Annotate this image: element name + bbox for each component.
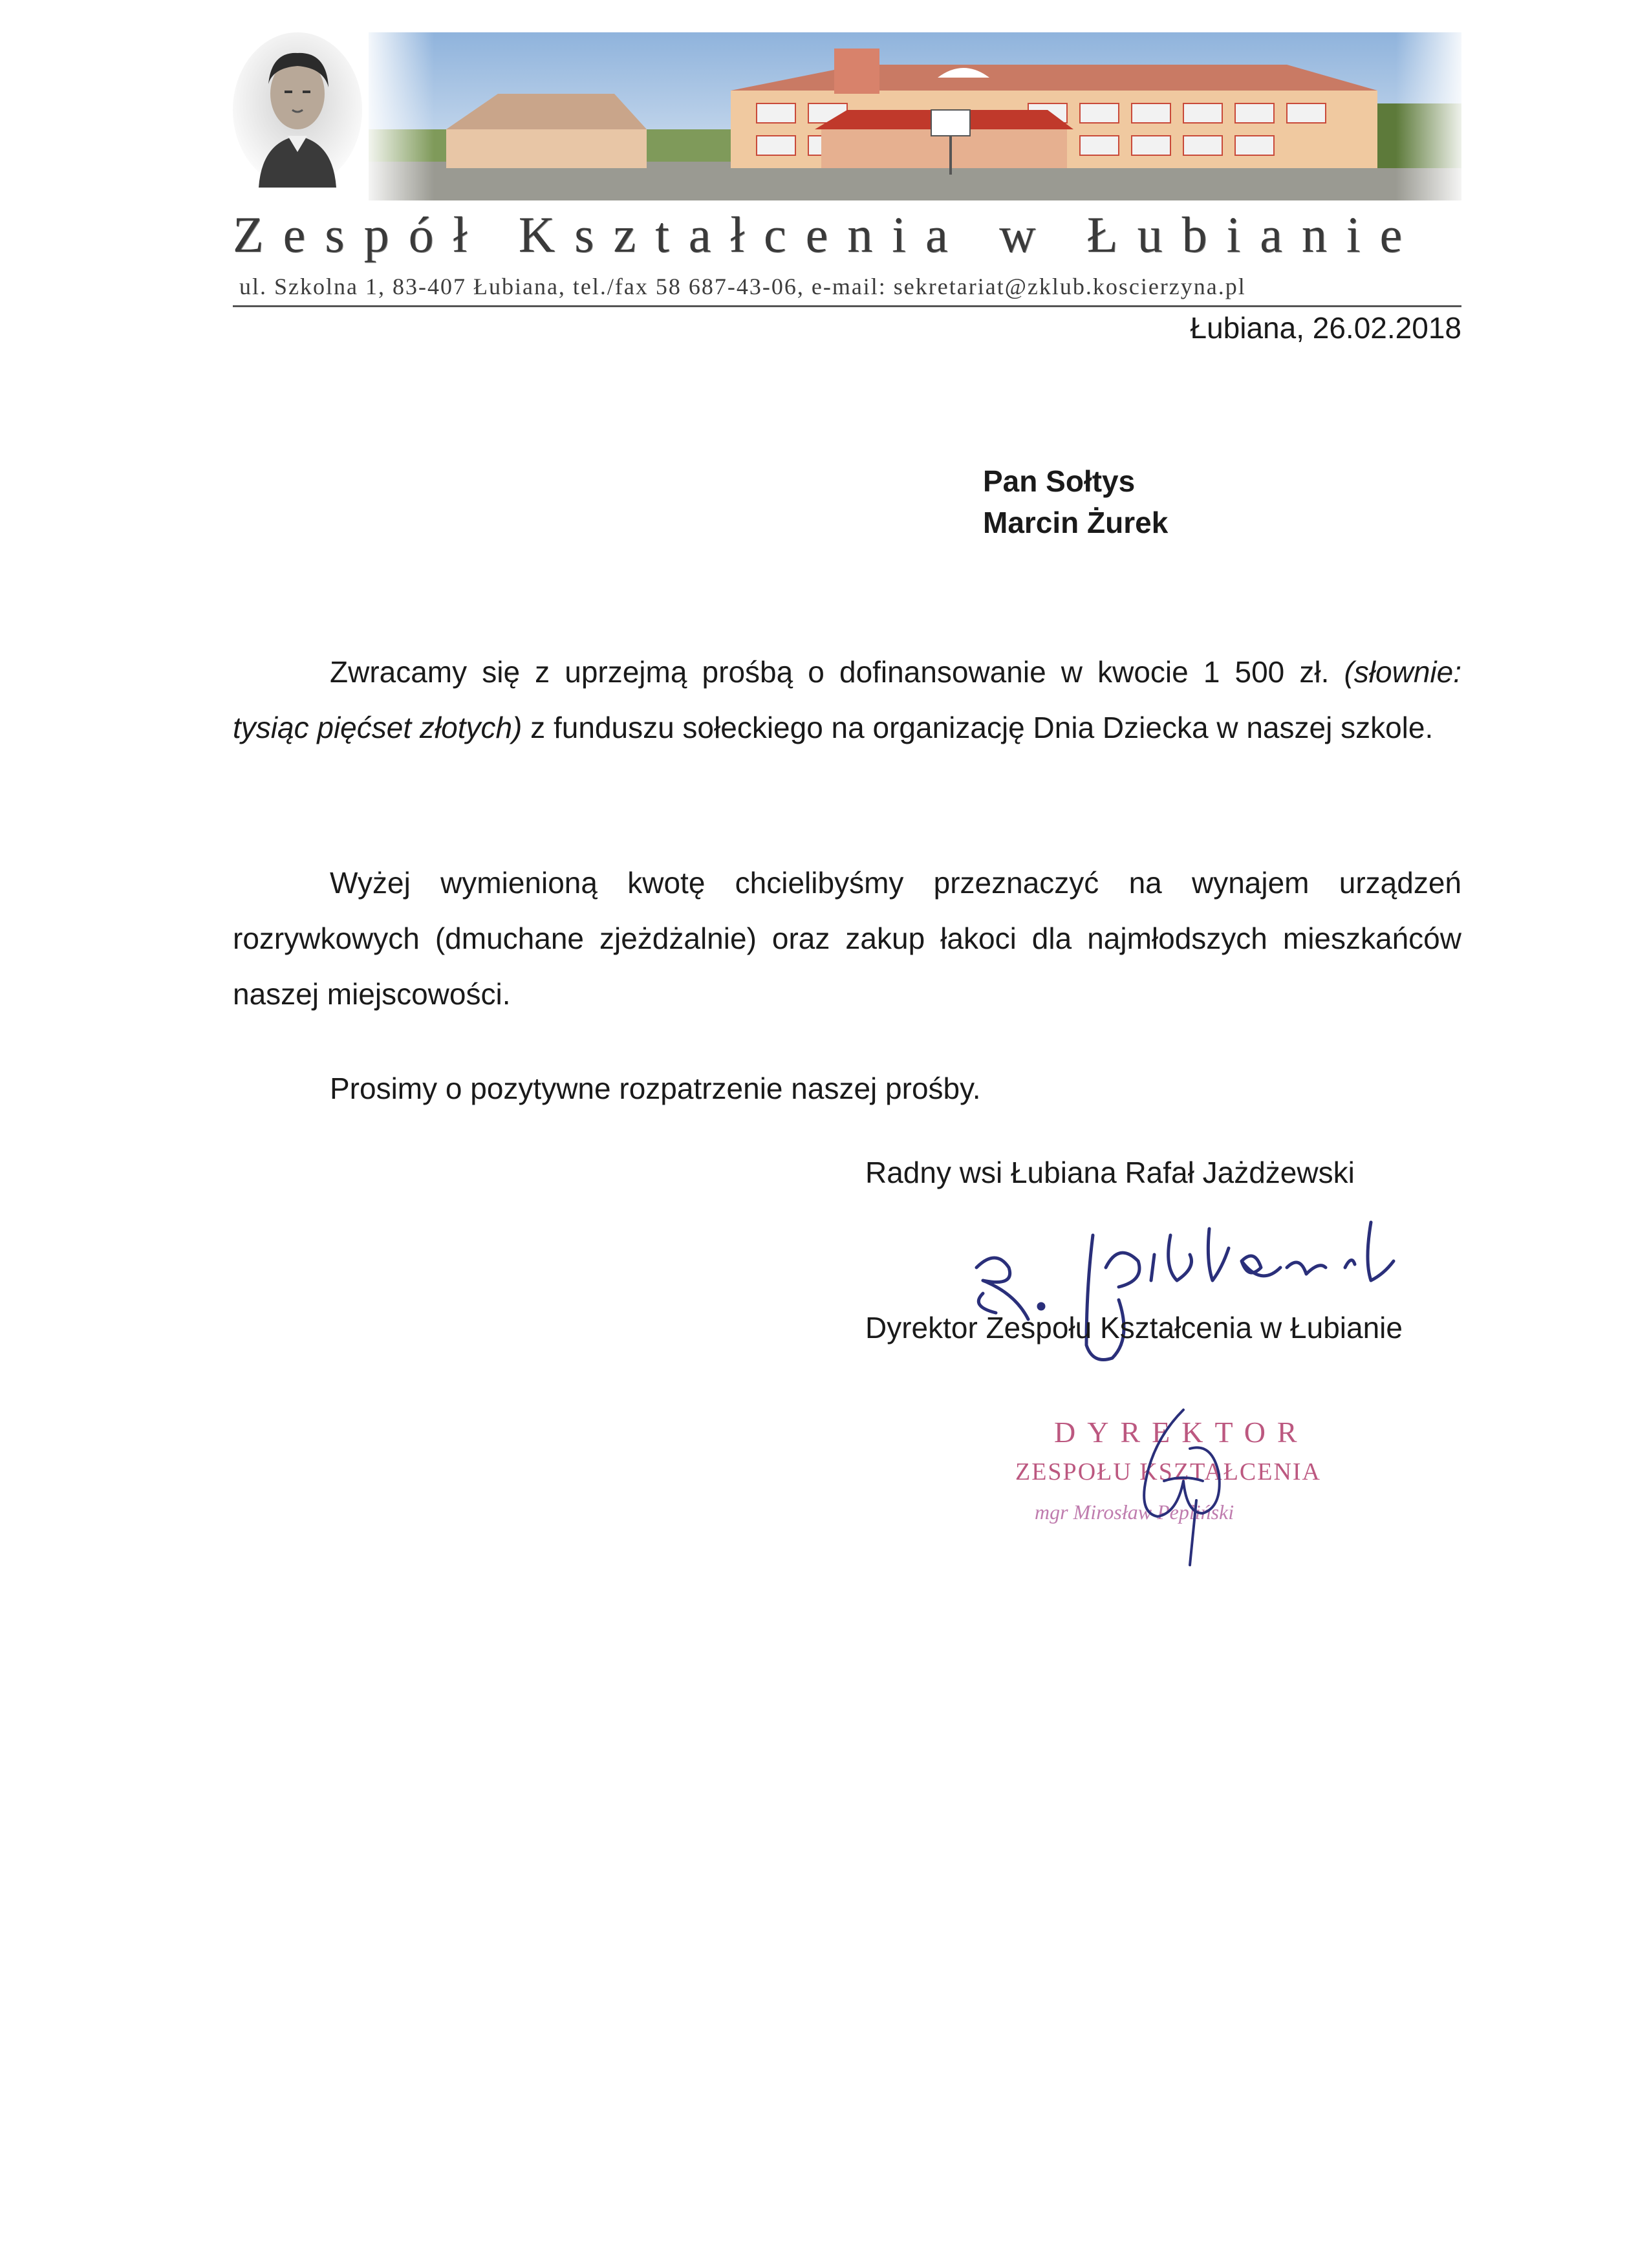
school-name: Zespół Kształcenia w Łubianie	[233, 206, 1422, 263]
handwritten-signature	[957, 1196, 1397, 1377]
patron-portrait	[233, 32, 362, 188]
director-signature-line: Dyrektor Zespołu Kształcenia w Łubianie	[865, 1311, 1403, 1345]
councillor-signature-line: Radny wsi Łubiana Rafał Jażdżewski	[865, 1156, 1355, 1189]
stamp-line-1: DYREKTOR	[1054, 1416, 1309, 1449]
addressee-title: Pan Sołtys	[983, 464, 1136, 498]
header-divider	[233, 305, 1461, 307]
addressee	[983, 460, 1168, 543]
stamp-line-2: ZESPOŁU KSZTAŁCENIA	[1015, 1458, 1321, 1485]
school-building-photo	[369, 32, 1461, 200]
director-signature	[1099, 1403, 1255, 1571]
body-paragraph-2: Wyżej wymienioną kwotę chcielibyśmy przeznaczyć na wynajem urządzeń rozrywkowych (dmuchane zjeżdżalnie) oraz zakup łakoci dla najmłodszych mieszkańców naszej miejscowości.	[233, 866, 1461, 1011]
letterhead	[233, 32, 1461, 304]
official-stamp	[996, 1403, 1345, 1571]
paragraph-text: z funduszu sołeckiego na organizację Dnia Dziecka w naszej szkole.	[522, 711, 1434, 744]
body-paragraph-3: Prosimy o pozytywne rozpatrzenie naszej prośby.	[330, 1072, 981, 1105]
body-paragraph-1	[233, 644, 1461, 755]
stamp-line-3: mgr Mirosław Pepliński	[1035, 1500, 1234, 1524]
paragraph-text: Zwracamy się z uprzejmą prośbą o dofinansowanie w kwocie 1 500 zł.	[330, 655, 1344, 689]
school-address: ul. Szkolna 1, 83-407 Łubiana, tel./fax 58 687-43-06, e-mail: sekretariat@zklub.koscierzyna.pl	[239, 274, 1246, 299]
amount-in-words: (słownie: tysiąc pięćset złotych)	[233, 655, 1461, 744]
place-date: Łubiana, 26.02.2018	[1190, 311, 1461, 345]
addressee-name: Marcin Żurek	[983, 506, 1169, 539]
